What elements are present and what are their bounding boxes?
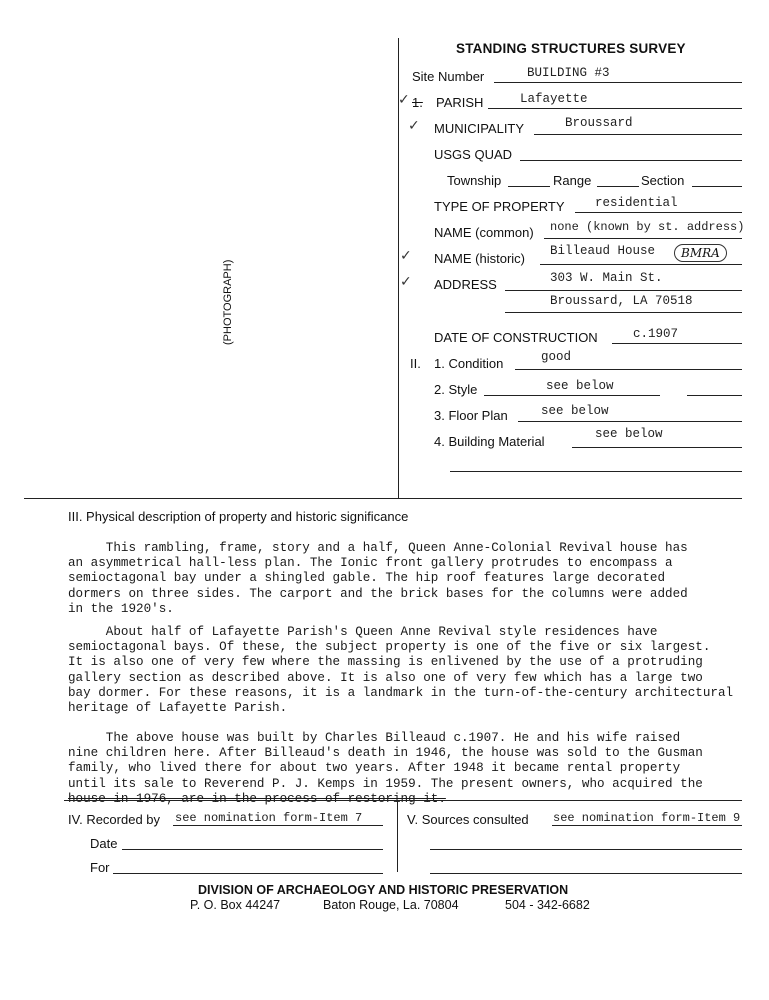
form-title: STANDING STRUCTURES SURVEY [456,41,686,56]
condition-label: 1. Condition [434,356,504,371]
name-historic-annotation: BMRA [674,244,727,262]
parish-line [488,108,742,109]
section-ii-numeral: II. [410,356,421,371]
style-line-extra [687,395,742,396]
date-of-construction-label: DATE OF CONSTRUCTION [434,330,598,345]
parish-label: PARISH [436,95,484,110]
site-number-line [494,82,742,83]
sources-line-3 [430,873,742,874]
description-paragraph-1: This rambling, frame, story and a half, Queen Anne-Colonial Revival house has an asymmetrical hall-less plan. The Ionic front gallery protrudes to encompass a semioctagonal bay under a shingled gable. The hip roof features large decorated dormers on three sides. The carport and the brick bases for the columns were added in the 1920's. [68,541,688,616]
usgs-quad-line [520,160,742,161]
section-divider-top [24,498,742,499]
style-line [484,395,660,396]
address-line-2 [505,312,742,313]
footer-org: DIVISION OF ARCHAEOLOGY AND HISTORIC PRESERVATION [198,883,569,897]
style-value[interactable]: see below [546,379,614,393]
section-label: Section [641,173,685,188]
sources-value[interactable]: see nomination form-Item 9 [553,811,741,825]
parish-prefix: 1. [412,95,423,110]
building-material-value[interactable]: see below [595,427,663,441]
municipality-line [534,134,742,135]
township-label: Township [447,173,502,188]
address-label: ADDRESS [434,277,497,292]
name-common-line [544,238,742,239]
recorded-by-value[interactable]: see nomination form-Item 7 [175,811,363,825]
name-historic-line [540,264,742,265]
footer-phone: 504 - 342-6682 [505,898,590,912]
address-line2-value[interactable]: Broussard, LA 70518 [550,294,693,308]
address-line-1 [505,290,742,291]
recorded-by-label: IV. Recorded by [68,812,161,827]
footer-city: Baton Rouge, La. 70804 [323,898,459,912]
description-last-line: house in 1976, are in the process of restoring it. [68,792,446,806]
municipality-checkmark-icon: ✓ [408,118,420,134]
date-of-construction-value[interactable]: c.1907 [633,327,679,341]
description-paragraph-2: About half of Lafayette Parish's Queen Anne Revival style residences have semioctagonal bays. Of these, the subject property is one of the five or six largest. It is also one of very few where the massing is enlivened by the use of a protruding gallery section as described above. It is also one of very few which has a large two bay dormer. For these reasons, it is a landmark in the turn-of-the-century architectural heritage of Lafayette Parish. [68,625,734,716]
municipality-value[interactable]: Broussard [565,116,633,130]
date-line [122,849,383,850]
style-label: 2. Style [434,382,478,397]
bottom-vertical-divider [397,800,398,872]
condition-value[interactable]: good [541,350,572,364]
name-historic-label: NAME (historic) [434,251,526,266]
photo-label: (PHOTOGRAPH) [222,259,234,345]
sources-line-2 [430,849,742,850]
usgs-quad-label: USGS QUAD [434,147,513,162]
floor-plan-label: 3. Floor Plan [434,408,508,423]
range-line [597,186,639,187]
type-of-property-value[interactable]: residential [595,196,678,210]
township-line [508,186,550,187]
parish-value[interactable]: Lafayette [520,92,588,106]
date-of-construction-line [612,343,742,344]
name-common-label: NAME (common) [434,225,534,240]
sources-label: V. Sources consulted [407,812,529,827]
description-paragraph-3: The above house was built by Charles Billeaud c.1907. He and his wife raised nine children here. After Billeaud's death in 1946, the house was sold to the Gusman family, who lived there for about two years. After 1948 it became rental property until its sale to Reverend P. J. Kemps in 1959. The present owners, who acquired the [68,731,703,791]
site-number-value[interactable]: BUILDING #3 [527,66,610,80]
address-checkmark-icon: ✓ [400,274,412,290]
for-line [113,873,383,874]
condition-line [515,369,742,370]
name-common-value[interactable]: none (known by st. address) [550,220,745,234]
section-line [692,186,742,187]
parish-checkmark-icon: ✓ [398,92,410,108]
building-material-line [572,447,742,448]
section-divider-bottom [64,800,742,801]
address-line1-value[interactable]: 303 W. Main St. [550,271,663,285]
footer-po-box: P. O. Box 44247 [190,898,281,912]
name-historic-checkmark-icon: ✓ [400,248,412,264]
range-label: Range [553,173,592,188]
floor-plan-line [518,421,742,422]
for-label: For [90,860,110,875]
building-material-extra-line [450,471,742,472]
floor-plan-value[interactable]: see below [541,404,609,418]
recorded-by-line [173,825,383,826]
building-material-label: 4. Building Material [434,434,545,449]
municipality-label: MUNICIPALITY [434,121,525,136]
section-iii-heading: III. Physical description of property and historic significance [68,509,409,524]
type-of-property-line [575,212,742,213]
date-label: Date [90,836,118,851]
name-historic-value[interactable]: Billeaud House [550,244,656,258]
site-number-label: Site Number [412,69,485,84]
sources-line [552,825,742,826]
type-of-property-label: TYPE OF PROPERTY [434,199,565,214]
